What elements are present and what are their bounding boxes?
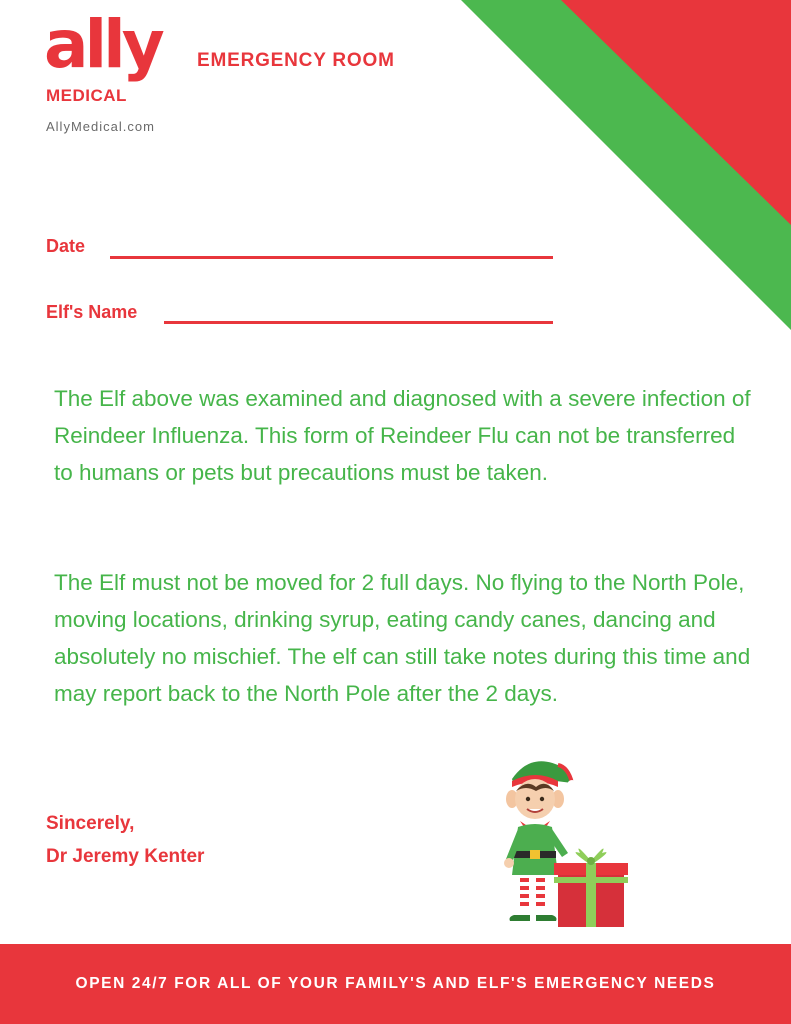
logo-wordmark: ally bbox=[44, 6, 161, 83]
signature-block bbox=[46, 807, 204, 873]
diagnosis-paragraph: The Elf above was examined and diagnosed with a severe infection of Reindeer Influenza. This form of Reindeer Flu can not be transferred to humans or pets but precautions must be taken. bbox=[54, 386, 751, 485]
footer-text: OPEN 24/7 FOR ALL OF YOUR FAMILY'S AND ELF'S EMERGENCY NEEDS bbox=[75, 975, 716, 992]
doctor-name: Dr Jeremy Kenter bbox=[46, 846, 205, 867]
date-input-line[interactable] bbox=[110, 256, 553, 259]
corner-stripes-decoration bbox=[461, 0, 791, 330]
department-title: EMERGENCY ROOM bbox=[197, 50, 395, 71]
elf-name-label: Elf's Name bbox=[46, 302, 138, 322]
footer-banner bbox=[0, 944, 791, 1024]
elf-with-present-illustration bbox=[496, 757, 631, 932]
date-label: Date bbox=[46, 236, 86, 256]
ally-medical-logo bbox=[44, 6, 184, 106]
website-text: AllyMedical.com bbox=[46, 119, 155, 134]
logo-medical-text: MEDICAL bbox=[46, 86, 127, 105]
instructions-paragraph: The Elf must not be moved for 2 full days. No flying to the North Pole, moving locations, drinking syrup, eating candy canes, dancing and absolutely no mischief. The elf can still take notes during this time and may report back to the North Pole after the 2 days. bbox=[54, 570, 751, 706]
elf-name-input-line[interactable] bbox=[164, 321, 553, 324]
closing-text: Sincerely, bbox=[46, 813, 135, 834]
